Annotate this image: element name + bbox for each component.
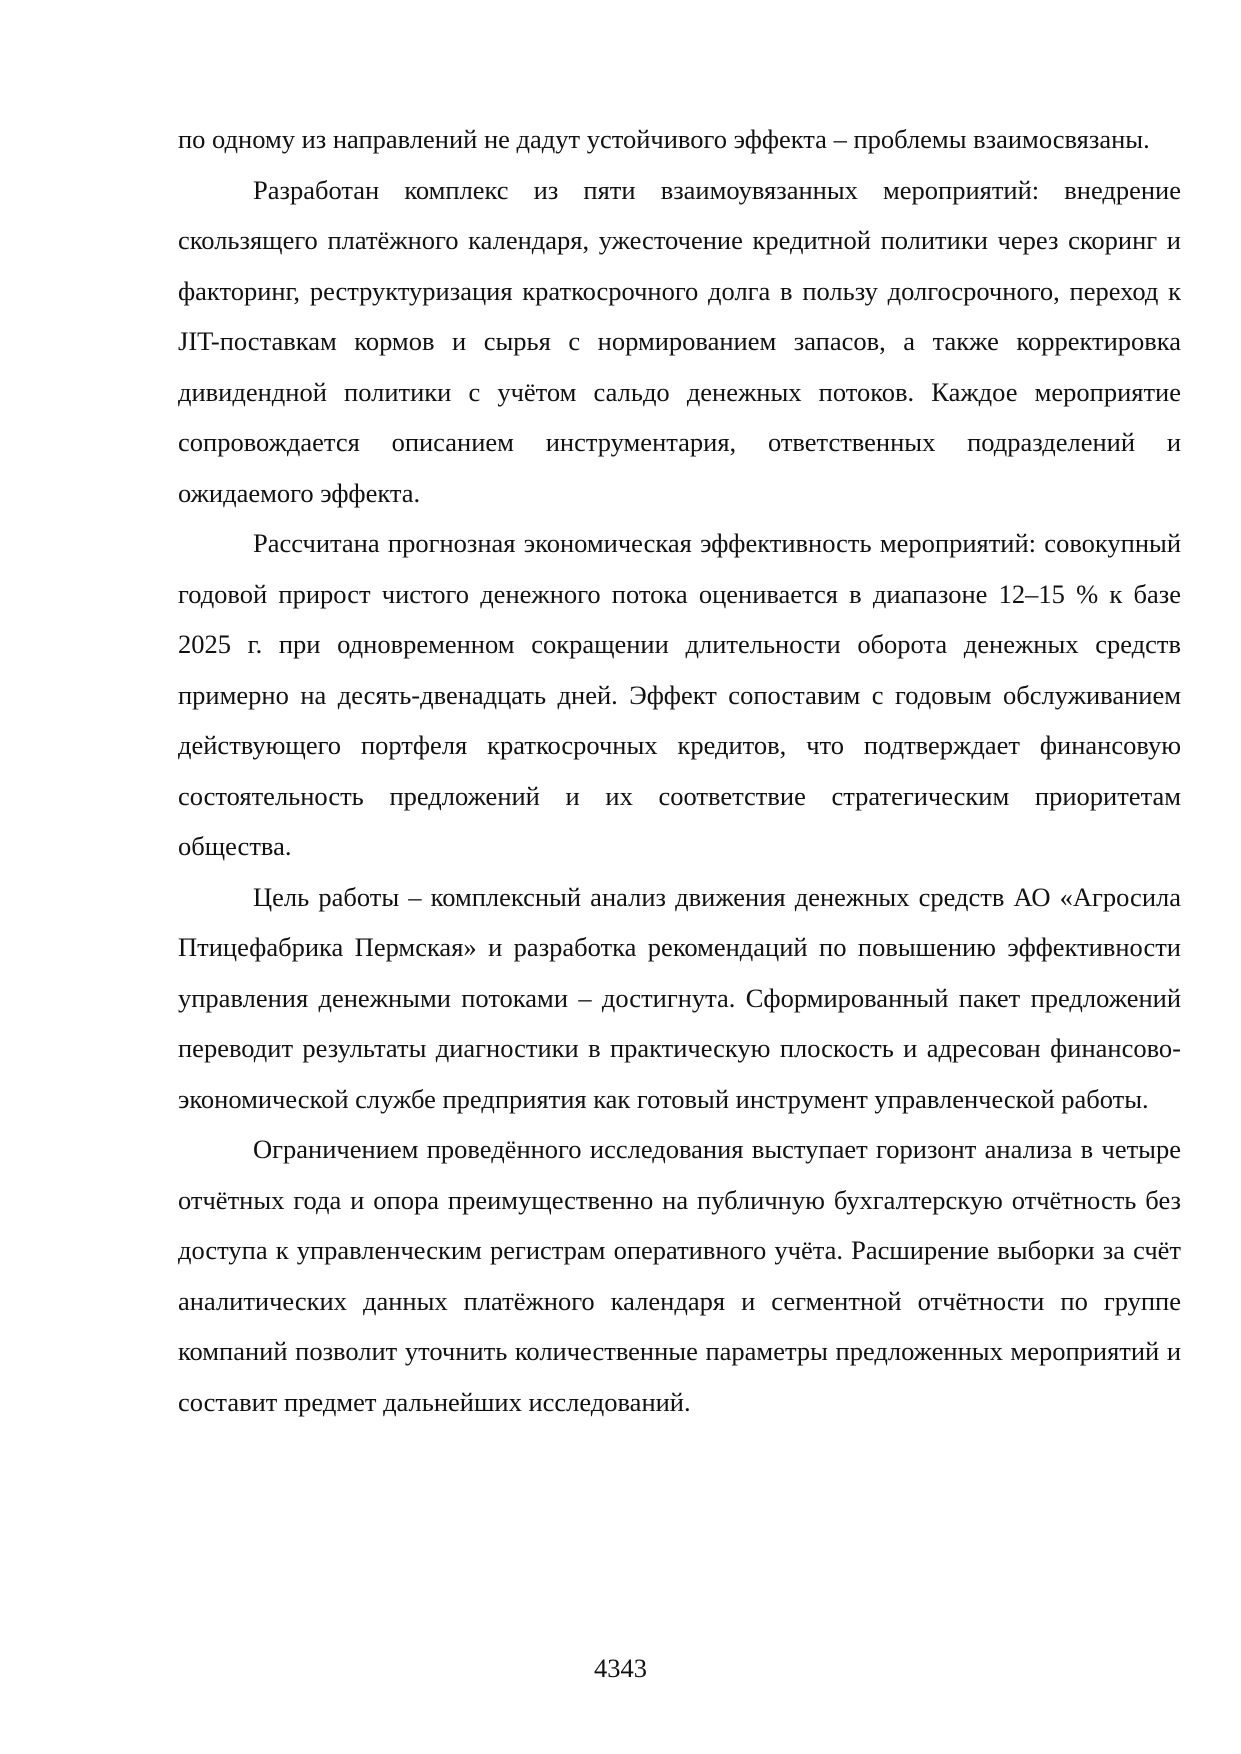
paragraph-economic-efficiency: Рассчитана прогнозная экономическая эффективность мероприятий: совокупный годовой прирост чистого денежного потока оценивается в диапазоне 12–15 % к базе 2025 г. при одновременном сокращении длительности оборота денежных средств примерно на десять-двенадцать дней. Эффект сопоставим с годовым обслуживанием действующего портфеля краткосрочных кредитов, что подтверждает финансовую состоятельность предложений и их соответствие стратегическим приоритетам общества. xyxy=(178,528,1181,861)
paragraph-limitations: Ограничением проведённого исследования выступает горизонт анализа в четыре отчётных года и опора преимущественно на публичную бухгалтерскую отчётность без доступа к управленческим регистрам оперативного учёта. Расширение выборки за счёт аналитических данных платёжного календаря и сегментной отчётности по группе компаний позволит уточнить количественные параметры предложенных мероприятий и составит предмет дальнейших исследований. xyxy=(178,1134,1181,1417)
body-text xyxy=(178,114,1181,1427)
paragraph-measures-complex: Разработан комплекс из пяти взаимоувязанных мероприятий: внедрение скользящего платёжного календаря, ужесточение кредитной политики через скоринг и факторинг, реструктуризация краткосрочного долга в пользу долгосрочного, переход к JIT-поставкам кормов и сырья с нормированием запасов, а также корректировка дивидендной политики с учётом сальдо денежных потоков. Каждое мероприятие сопровождается описанием инструментария, ответственных подразделений и ожидаемого эффекта. xyxy=(178,174,1181,508)
paragraph-continuation: по одному из направлений не дадут устойчивого эффекта – проблемы взаимосвязаны. xyxy=(178,124,1150,154)
page-number: 4343 xyxy=(594,1653,647,1683)
paragraph-goal-achieved: Цель работы – комплексный анализ движения денежных средств АО «Агросила Птицефабрика Пермская» и разработка рекомендаций по повышению эффективности управления денежными потоками – достигнута. Сформированный пакет предложений переводит результаты диагностики в практическую плоскость и адресован финансово-экономической службе предприятия как готовый инструмент управленческой работы. xyxy=(178,881,1181,1114)
